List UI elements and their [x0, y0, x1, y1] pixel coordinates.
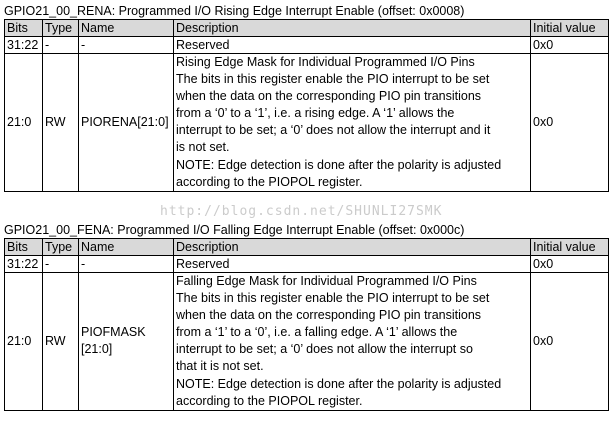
description-line: interrupt to be set; a ‘0’ does not allow the interrupt so — [176, 342, 473, 357]
cell-name: PIORENA[21:0] — [79, 54, 174, 192]
fena-section — [4, 222, 608, 411]
col-header-description: Description — [174, 20, 531, 37]
rena-field-row — [5, 54, 609, 192]
rena-header-row — [5, 20, 609, 37]
cell-description — [174, 54, 531, 192]
description-line: Rising Edge Mask for Individual Programmed I/O Pins — [176, 55, 475, 69]
description-line: when the data on the corresponding PIO pin transitions — [176, 308, 482, 323]
col-header-description: Description — [174, 239, 531, 256]
description-line: interrupt to be set; a ‘0’ does not allow the interrupt and it — [176, 123, 491, 138]
cell-initial-value: 0x0 — [531, 273, 609, 411]
name-line: [21:0] — [81, 342, 113, 357]
description-line: NOTE: Edge detection is done after the polarity is adjusted — [176, 376, 502, 391]
cell-initial-value: 0x0 — [531, 54, 609, 192]
description-line: The bits in this register enable the PIO interrupt to be set — [176, 291, 490, 306]
name-line: PIOFMASK — [81, 325, 146, 340]
cell-description: Reserved — [174, 37, 531, 54]
cell-bits: 21:0 — [5, 54, 43, 192]
col-header-name: Name — [79, 20, 174, 37]
fena-field-row — [5, 273, 609, 411]
rena-title: GPIO21_00_RENA: Programmed I/O Rising Edge Interrupt Enable (offset: 0x0008) — [4, 4, 465, 18]
cell-bits: 31:22 — [5, 256, 43, 273]
cell-type: RW — [43, 54, 79, 192]
cell-name: - — [79, 37, 174, 54]
description-line: when the data on the corresponding PIO pin transitions — [176, 89, 482, 104]
cell-bits: 21:0 — [5, 273, 43, 411]
rena-section — [4, 3, 608, 192]
fena-reserved-row — [5, 256, 609, 273]
cell-type: - — [43, 37, 79, 54]
col-header-type: Type — [43, 239, 79, 256]
cell-initial-value: 0x0 — [531, 37, 609, 54]
cell-bits: 31:22 — [5, 37, 43, 54]
col-header-bits: Bits — [5, 239, 43, 256]
description-line: that it is not set. — [176, 359, 264, 374]
cell-initial-value: 0x0 — [531, 256, 609, 273]
description-line: from a ‘0’ to a ‘1’, i.e. a rising edge. A ‘1’ allows the — [176, 106, 455, 121]
description-line: from a ‘1’ to a ‘0’, i.e. a falling edge. A ‘1’ allows the — [176, 325, 458, 340]
col-header-initial-value: Initial value — [531, 20, 609, 37]
description-line: is not set. — [176, 140, 230, 155]
cell-type: RW — [43, 273, 79, 411]
cell-description: Reserved — [174, 256, 531, 273]
description-line: NOTE: Edge detection is done after the polarity is adjusted — [176, 157, 502, 172]
cell-type: - — [43, 256, 79, 273]
rena-register-table — [4, 19, 609, 192]
rena-reserved-row — [5, 37, 609, 54]
col-header-bits: Bits — [5, 20, 43, 37]
description-line: The bits in this register enable the PIO interrupt to be set — [176, 72, 490, 87]
fena-register-table — [4, 238, 609, 411]
fena-title: GPIO21_00_FENA: Programmed I/O Falling Edge Interrupt Enable (offset: 0x000c) — [4, 223, 465, 237]
col-header-name: Name — [79, 239, 174, 256]
description-line: according to the PIOPOL register. — [176, 174, 363, 189]
description-line: according to the PIOPOL register. — [176, 393, 363, 408]
col-header-initial-value: Initial value — [531, 239, 609, 256]
col-header-type: Type — [43, 20, 79, 37]
watermark: http://blog.csdn.net/SHUNLI27SMK — [160, 204, 443, 219]
cell-name: - — [79, 256, 174, 273]
description-line: Falling Edge Mask for Individual Programmed I/O Pins — [176, 274, 477, 288]
cell-description — [174, 273, 531, 411]
cell-name — [79, 273, 174, 411]
fena-header-row — [5, 239, 609, 256]
